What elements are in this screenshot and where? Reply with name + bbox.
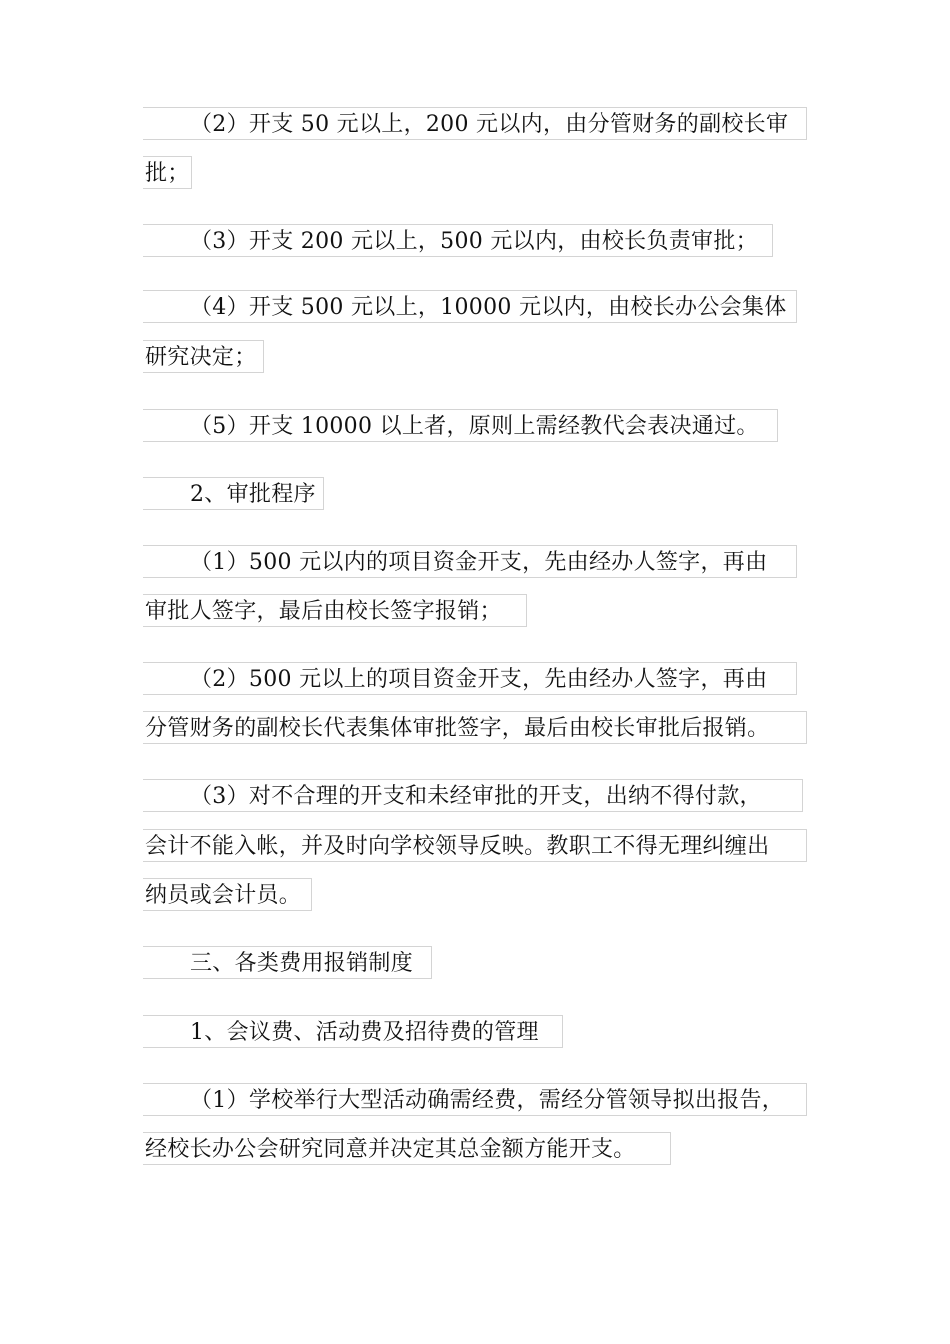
paragraph-line: （2）开支 50 元以上，200 元以内，由分管财务的副校长审 bbox=[143, 107, 807, 140]
section-heading: 2、审批程序 bbox=[143, 477, 324, 510]
subsection-heading: 1、会议费、活动费及招待费的管理 bbox=[143, 1015, 563, 1048]
paragraph-line: 研究决定； bbox=[143, 340, 264, 373]
paragraph-line: （3）开支 200 元以上，500 元以内，由校长负责审批； bbox=[143, 224, 773, 257]
paragraph-line: （5）开支 10000 以上者，原则上需经教代会表决通过。 bbox=[143, 409, 778, 442]
paragraph-line: 批； bbox=[143, 156, 192, 189]
paragraph-line: 审批人签字，最后由校长签字报销； bbox=[143, 594, 527, 627]
paragraph-line: 经校长办公会研究同意并决定其总金额方能开支。 bbox=[143, 1132, 671, 1165]
paragraph-line: （3）对不合理的开支和未经审批的开支，出纳不得付款， bbox=[143, 779, 803, 812]
paragraph-line: 分管财务的副校长代表集体审批签字，最后由校长审批后报销。 bbox=[143, 711, 807, 744]
paragraph-line: （1）学校举行大型活动确需经费，需经分管领导拟出报告， bbox=[143, 1083, 807, 1116]
paragraph-line: （2）500 元以上的项目资金开支，先由经办人签字，再由 bbox=[143, 662, 797, 695]
paragraph-line: （1）500 元以内的项目资金开支，先由经办人签字，再由 bbox=[143, 545, 797, 578]
section-heading: 三、各类费用报销制度 bbox=[143, 946, 432, 979]
paragraph-line: （4）开支 500 元以上，10000 元以内，由校长办公会集体 bbox=[143, 290, 797, 323]
paragraph-line: 纳员或会计员。 bbox=[143, 878, 312, 911]
paragraph-line: 会计不能入帐，并及时向学校领导反映。教职工不得无理纠缠出 bbox=[143, 829, 807, 862]
